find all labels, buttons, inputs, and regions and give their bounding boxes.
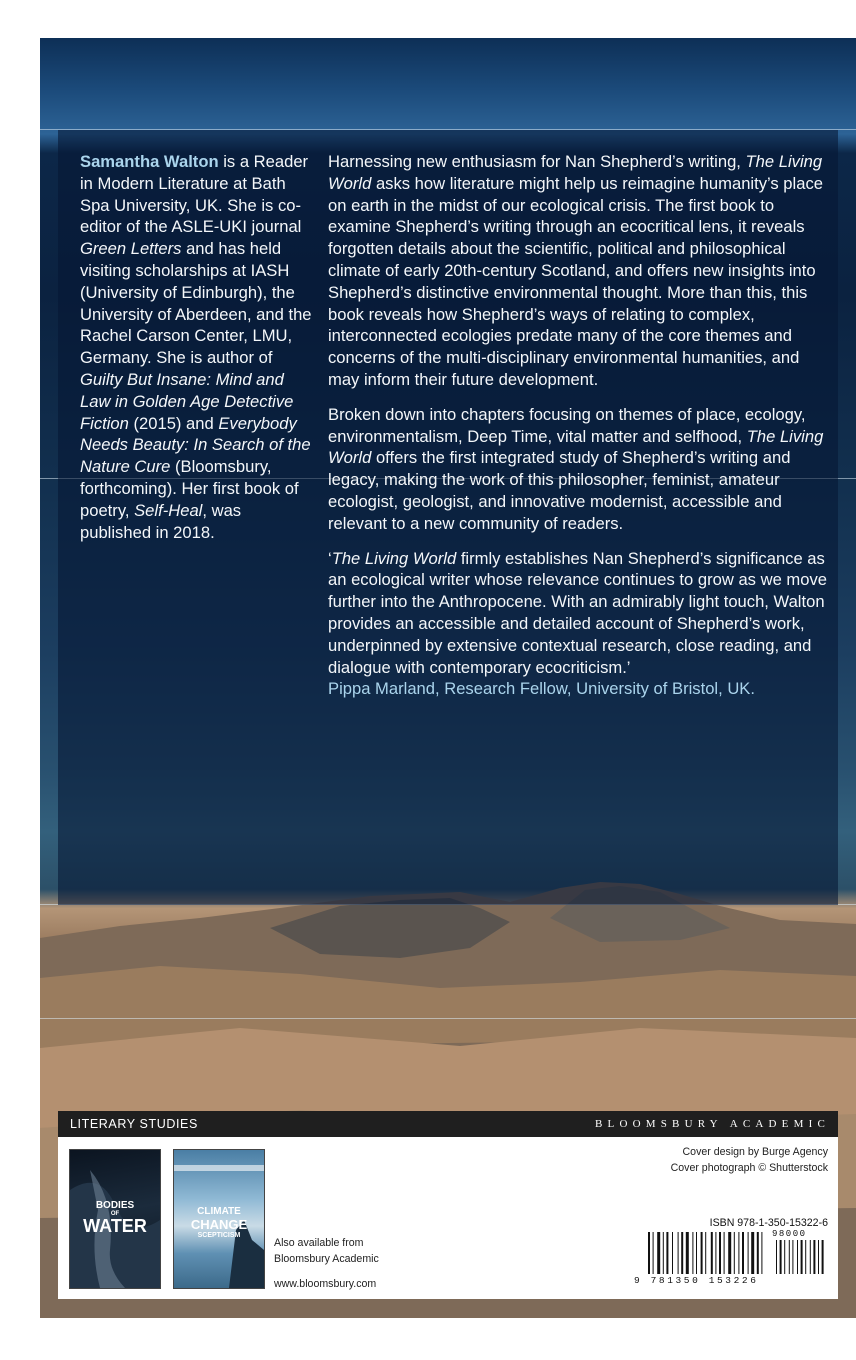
- book-title: Guilty But Insane: Mind and Law in Golden Age Detective Fiction: [80, 369, 294, 433]
- also-line1: Also available from: [274, 1237, 364, 1249]
- desc-text: Harnessing new enthusiasm for Nan Shepherd’s writing,: [328, 152, 746, 171]
- desc-text: asks how literature might help us reimagine humanity’s place on earth in the midst of our ecological crisis. The first book to examine Shepherd’s writing through an ecocritical lens, it reveals forgotten details about the scientific, political and philosophical climate of early 20th-century Scotland, and offers new insights into Shepherd’s distinctive environmental thought. More than this, this book reveals how Shepherd’s ways of relating to complex, interconnected ecologies predate many of the core themes and concerns of the multi-disciplinary environmental humanities, and may inform their future development.: [328, 173, 823, 389]
- book-title: The Living World: [331, 548, 457, 568]
- barcode-addon-digits: 98000: [772, 1229, 807, 1239]
- quote-attribution: Pippa Marland, Research Fellow, University of Bristol, UK.: [328, 679, 755, 699]
- barcode-digits: 9 781350 153226: [634, 1275, 759, 1286]
- description-paragraph: [328, 151, 828, 391]
- desc-text: offers the first integrated study of Shepherd’s writing and legacy, making the work of this philosopher, feminist, amateur ecologist, geologist, and innovative modernist, accessible and relevant to a new community of readers.: [328, 448, 791, 533]
- review-quote: [328, 548, 828, 701]
- cover-credits: [671, 1145, 828, 1176]
- journal-title: Green Letters: [80, 239, 182, 259]
- back-cover: [40, 38, 856, 1318]
- book2-title-line1: CLIMATE: [197, 1206, 241, 1217]
- category-bar: [58, 1111, 838, 1137]
- quote-mark: ‘: [328, 548, 332, 568]
- book2-title-line3: SCEPTICISM: [197, 1232, 241, 1239]
- also-line2: Bloomsbury Academic: [274, 1252, 379, 1265]
- photo-credit: Cover photograph © Shutterstock: [670, 1161, 828, 1174]
- bio-text: and has held visiting scholarships at IASH (University of Edinburgh), the University of Aberdeen, and the Rachel Carson Center, LMU, Germany. She is author of: [80, 239, 312, 368]
- book1-title-line1: BODIES: [95, 1200, 135, 1211]
- author-bio: [80, 151, 316, 543]
- quote-text: firmly establishes Nan Shepherd’s significance as an ecological writer whose relevance continues to grow as we move further into the Anthropocene. With an admirably light touch, Walton provides an accessible and detailed account of Shepherd’s work, underpinned by extensive contextual research, close reading, and dialogue with contemporary ecocriticism.’: [328, 548, 827, 677]
- book2-title-line2: CHANGE: [190, 1217, 248, 1232]
- desc-text: Broken down into chapters focusing on themes of place, ecology, environmentalism, Deep Time, vital matter and selfhood,: [328, 404, 806, 446]
- description-paragraph: [328, 404, 828, 535]
- book-title: Everybody Needs Beauty: In Search of the Nature Cure: [80, 413, 311, 477]
- isbn-number: ISBN 978-1-350-15322-6: [709, 1217, 828, 1229]
- bio-text: (Bloomsbury, forthcoming). Her first book of poetry,: [80, 457, 299, 520]
- also-available: [274, 1236, 379, 1267]
- book-title: Self-Heal: [134, 500, 203, 520]
- category-label: LITERARY STUDIES: [70, 1117, 198, 1131]
- book-description: [328, 151, 828, 700]
- author-name: Samantha Walton: [80, 152, 219, 171]
- bio-text: is a Reader in Modern Literature at Bath Spa University, UK. She is co-editor of the ASLE-UKI journal: [80, 152, 309, 237]
- design-credit: Cover design by Burge Agency: [682, 1146, 828, 1158]
- bio-text: (2015) and: [128, 413, 219, 433]
- publisher-logo: BLOOMSBURY ACADEMIC: [594, 1118, 830, 1130]
- guide-line: [40, 1018, 856, 1019]
- book1-title-line3: WATER: [83, 1216, 147, 1236]
- book-cover-climate-change-scepticism[interactable]: [173, 1149, 265, 1289]
- bio-text: , was published in 2018.: [80, 500, 242, 542]
- website-link[interactable]: www.bloomsbury.com: [274, 1278, 377, 1290]
- book-title: The Living World: [328, 426, 824, 468]
- info-panel: [58, 1137, 838, 1299]
- book-cover-bodies-of-water[interactable]: [69, 1149, 161, 1289]
- book1-title-line2: OF: [110, 1211, 120, 1217]
- book-title: The Living World: [328, 152, 823, 193]
